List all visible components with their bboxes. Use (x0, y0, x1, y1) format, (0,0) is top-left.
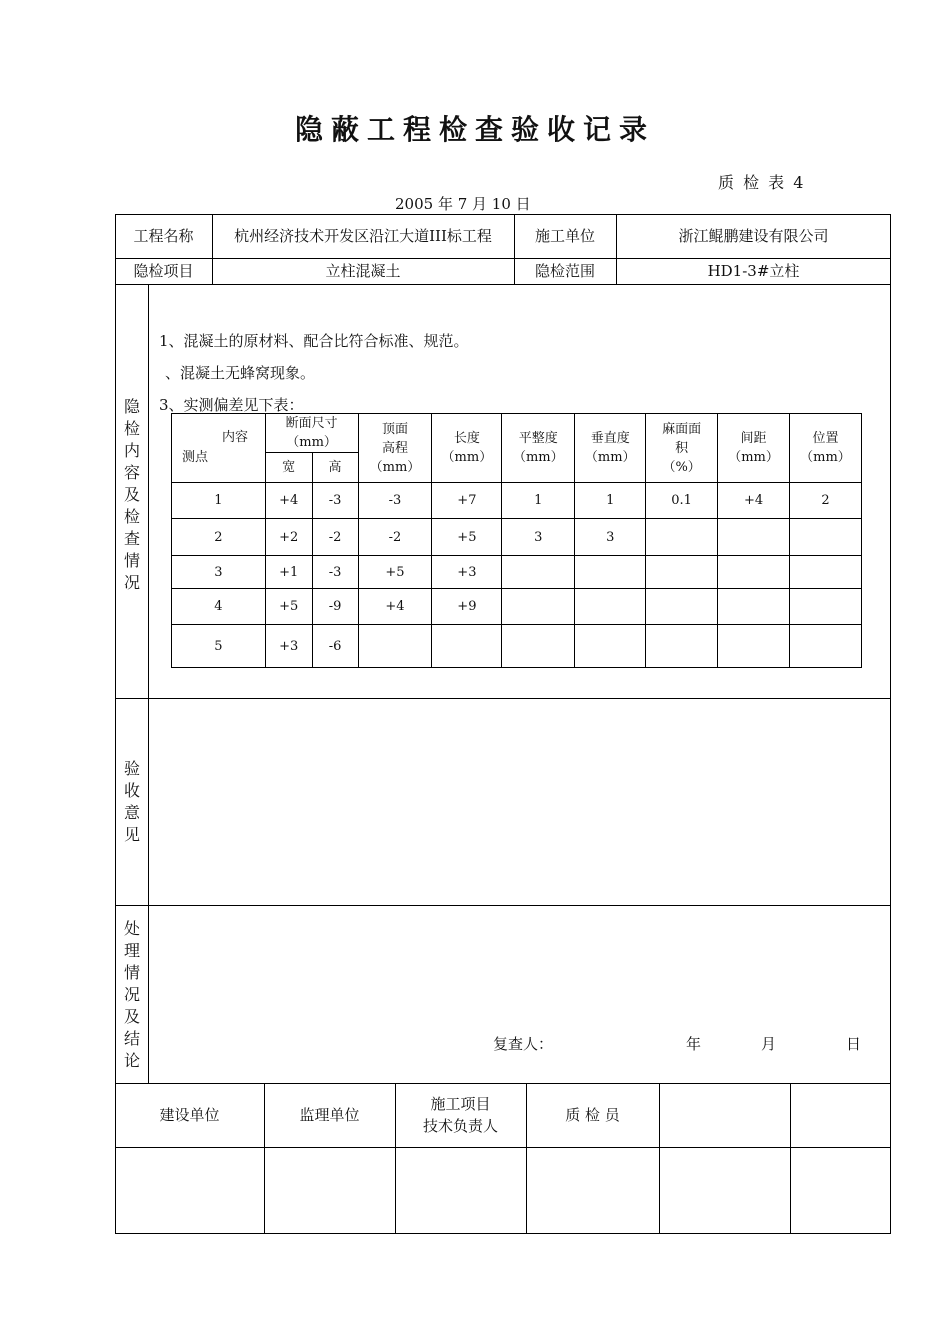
table-cell (502, 556, 575, 589)
table-cell: 1 (502, 483, 575, 519)
table-cell (789, 556, 861, 589)
table-cell: +9 (432, 589, 502, 625)
header-line: 积 (675, 440, 689, 456)
divider (115, 1147, 891, 1148)
owner-label: 建设单位 (159, 1106, 220, 1124)
table-cell (646, 556, 718, 589)
vertical-header (575, 414, 646, 483)
table-cell (502, 625, 575, 668)
header-line: 高程 (381, 440, 408, 456)
table-cell: -3 (312, 556, 358, 589)
header-line: （mm） (584, 450, 636, 465)
divider (790, 1083, 791, 1234)
header-line: （mm） (728, 450, 779, 465)
table-cell: 5 (172, 625, 266, 668)
header-line: 麻面面 (662, 421, 702, 437)
inspection-item-label: 隐检项目 (133, 262, 194, 280)
table-cell: +3 (265, 625, 312, 668)
header-line: 长度 (453, 431, 480, 446)
table-cell: -9 (312, 589, 358, 625)
table-cell: +5 (358, 556, 432, 589)
table-cell (432, 625, 502, 668)
content-section-label: 隐检内容及检查情况 (123, 397, 140, 592)
table-row (172, 556, 862, 589)
header-line: 垂直度 (590, 431, 630, 446)
corner-top-label: 内容 (222, 430, 249, 445)
table-cell: +4 (718, 483, 790, 519)
year-label: 年 (686, 1035, 702, 1053)
table-cell (575, 556, 646, 589)
table-cell: 4 (172, 589, 266, 625)
table-cell: +7 (432, 483, 502, 519)
contractor-value: 浙江鲲鹏建设有限公司 (678, 227, 829, 245)
section-size-header (265, 414, 358, 453)
height-header: 高 (312, 453, 358, 483)
table-cell: 0.1 (646, 483, 718, 519)
table-cell: 3 (502, 519, 575, 556)
table-cell: -2 (312, 519, 358, 556)
table-cell (718, 625, 790, 668)
content-line-3: 3、实测偏差见下表： (159, 396, 304, 414)
table-cell: +1 (265, 556, 312, 589)
table-cell (646, 589, 718, 625)
table-row (172, 589, 862, 625)
table-cell: +5 (265, 589, 312, 625)
inspection-item-value: 立柱混凝土 (325, 262, 401, 280)
table-row (172, 483, 862, 519)
table-cell (718, 589, 790, 625)
top-elev-header (358, 414, 432, 483)
tech-lead-line-1: 施工项目 (430, 1095, 491, 1113)
table-cell: +5 (432, 519, 502, 556)
handling-section-label: 处理情况及结论 (123, 919, 140, 1070)
corner-header-cell (172, 414, 266, 483)
spacing-header (718, 414, 790, 483)
table-cell: -6 (312, 625, 358, 668)
page-title: 隐蔽工程检查验收记录 (294, 113, 655, 146)
inspector-label: 质 检 员 (565, 1106, 620, 1124)
table-cell: 1 (575, 483, 646, 519)
table-cell (646, 625, 718, 668)
header-line: （%） (662, 459, 701, 475)
divider (115, 284, 891, 285)
supervisor-label: 监理单位 (299, 1106, 360, 1124)
table-row (172, 519, 862, 556)
corner-bottom-label: 测点 (182, 450, 209, 465)
header-line: 位置 (812, 431, 839, 446)
divider (148, 284, 149, 1083)
table-cell: -2 (358, 519, 432, 556)
inspection-scope-label: 隐检范围 (534, 262, 595, 280)
header-line: （mm） (441, 450, 493, 465)
table-cell: 2 (789, 483, 861, 519)
tech-lead-line-2: 技术负责人 (422, 1117, 498, 1135)
project-name-label: 工程名称 (133, 227, 194, 245)
length-header (432, 414, 502, 483)
month-label: 月 (761, 1035, 777, 1053)
table-cell: 3 (172, 556, 266, 589)
contractor-label: 施工单位 (534, 227, 595, 245)
measurement-table (171, 413, 862, 668)
table-cell (718, 556, 790, 589)
table-cell: +2 (265, 519, 312, 556)
pitted-area-header (646, 414, 718, 483)
table-cell: -3 (312, 483, 358, 519)
table-cell (646, 519, 718, 556)
section-size-unit: （mm） (286, 435, 337, 450)
header-line: （mm） (369, 459, 421, 475)
table-row (172, 625, 862, 668)
form-number: 质 检 表 4 (718, 173, 806, 192)
header-line: 间距 (740, 431, 767, 446)
table-cell: 3 (575, 519, 646, 556)
table-cell (789, 519, 861, 556)
table-cell (789, 589, 861, 625)
day-label: 日 (846, 1035, 862, 1053)
table-cell: +3 (432, 556, 502, 589)
divider (115, 905, 891, 906)
opinion-section-label: 验收意见 (123, 759, 140, 844)
table-cell: 1 (172, 483, 266, 519)
record-date: 2005 年 7 月 10 日 (395, 195, 531, 213)
table-cell (502, 589, 575, 625)
header-line: 顶面 (381, 421, 408, 437)
flatness-header (502, 414, 575, 483)
table-cell (718, 519, 790, 556)
table-cell: 2 (172, 519, 266, 556)
header-line: 平整度 (518, 431, 558, 446)
table-cell: +4 (265, 483, 312, 519)
divider (115, 698, 891, 699)
inspection-scope-value: HD1-3#立柱 (707, 262, 800, 280)
divider (659, 1083, 660, 1234)
header-line: （mm） (800, 450, 851, 465)
table-cell: +4 (358, 589, 432, 625)
table-cell: -3 (358, 483, 432, 519)
table-cell (575, 625, 646, 668)
section-size-title: 断面尺寸 (285, 416, 338, 431)
content-line-1: 1、混凝土的原材料、配合比符合标准、规范。 (159, 332, 469, 350)
tech-lead-label (395, 1083, 526, 1147)
table-cell (358, 625, 432, 668)
table-cell (789, 625, 861, 668)
header-line: （mm） (512, 450, 564, 465)
reviewer-label: 复查人： (493, 1035, 554, 1053)
position-header (789, 414, 861, 483)
width-header: 宽 (265, 453, 312, 483)
table-cell (575, 589, 646, 625)
project-name-value: 杭州经济技术开发区沿江大道III标工程 (234, 227, 492, 245)
content-line-2: 、混凝土无蜂窝现象。 (165, 364, 316, 382)
